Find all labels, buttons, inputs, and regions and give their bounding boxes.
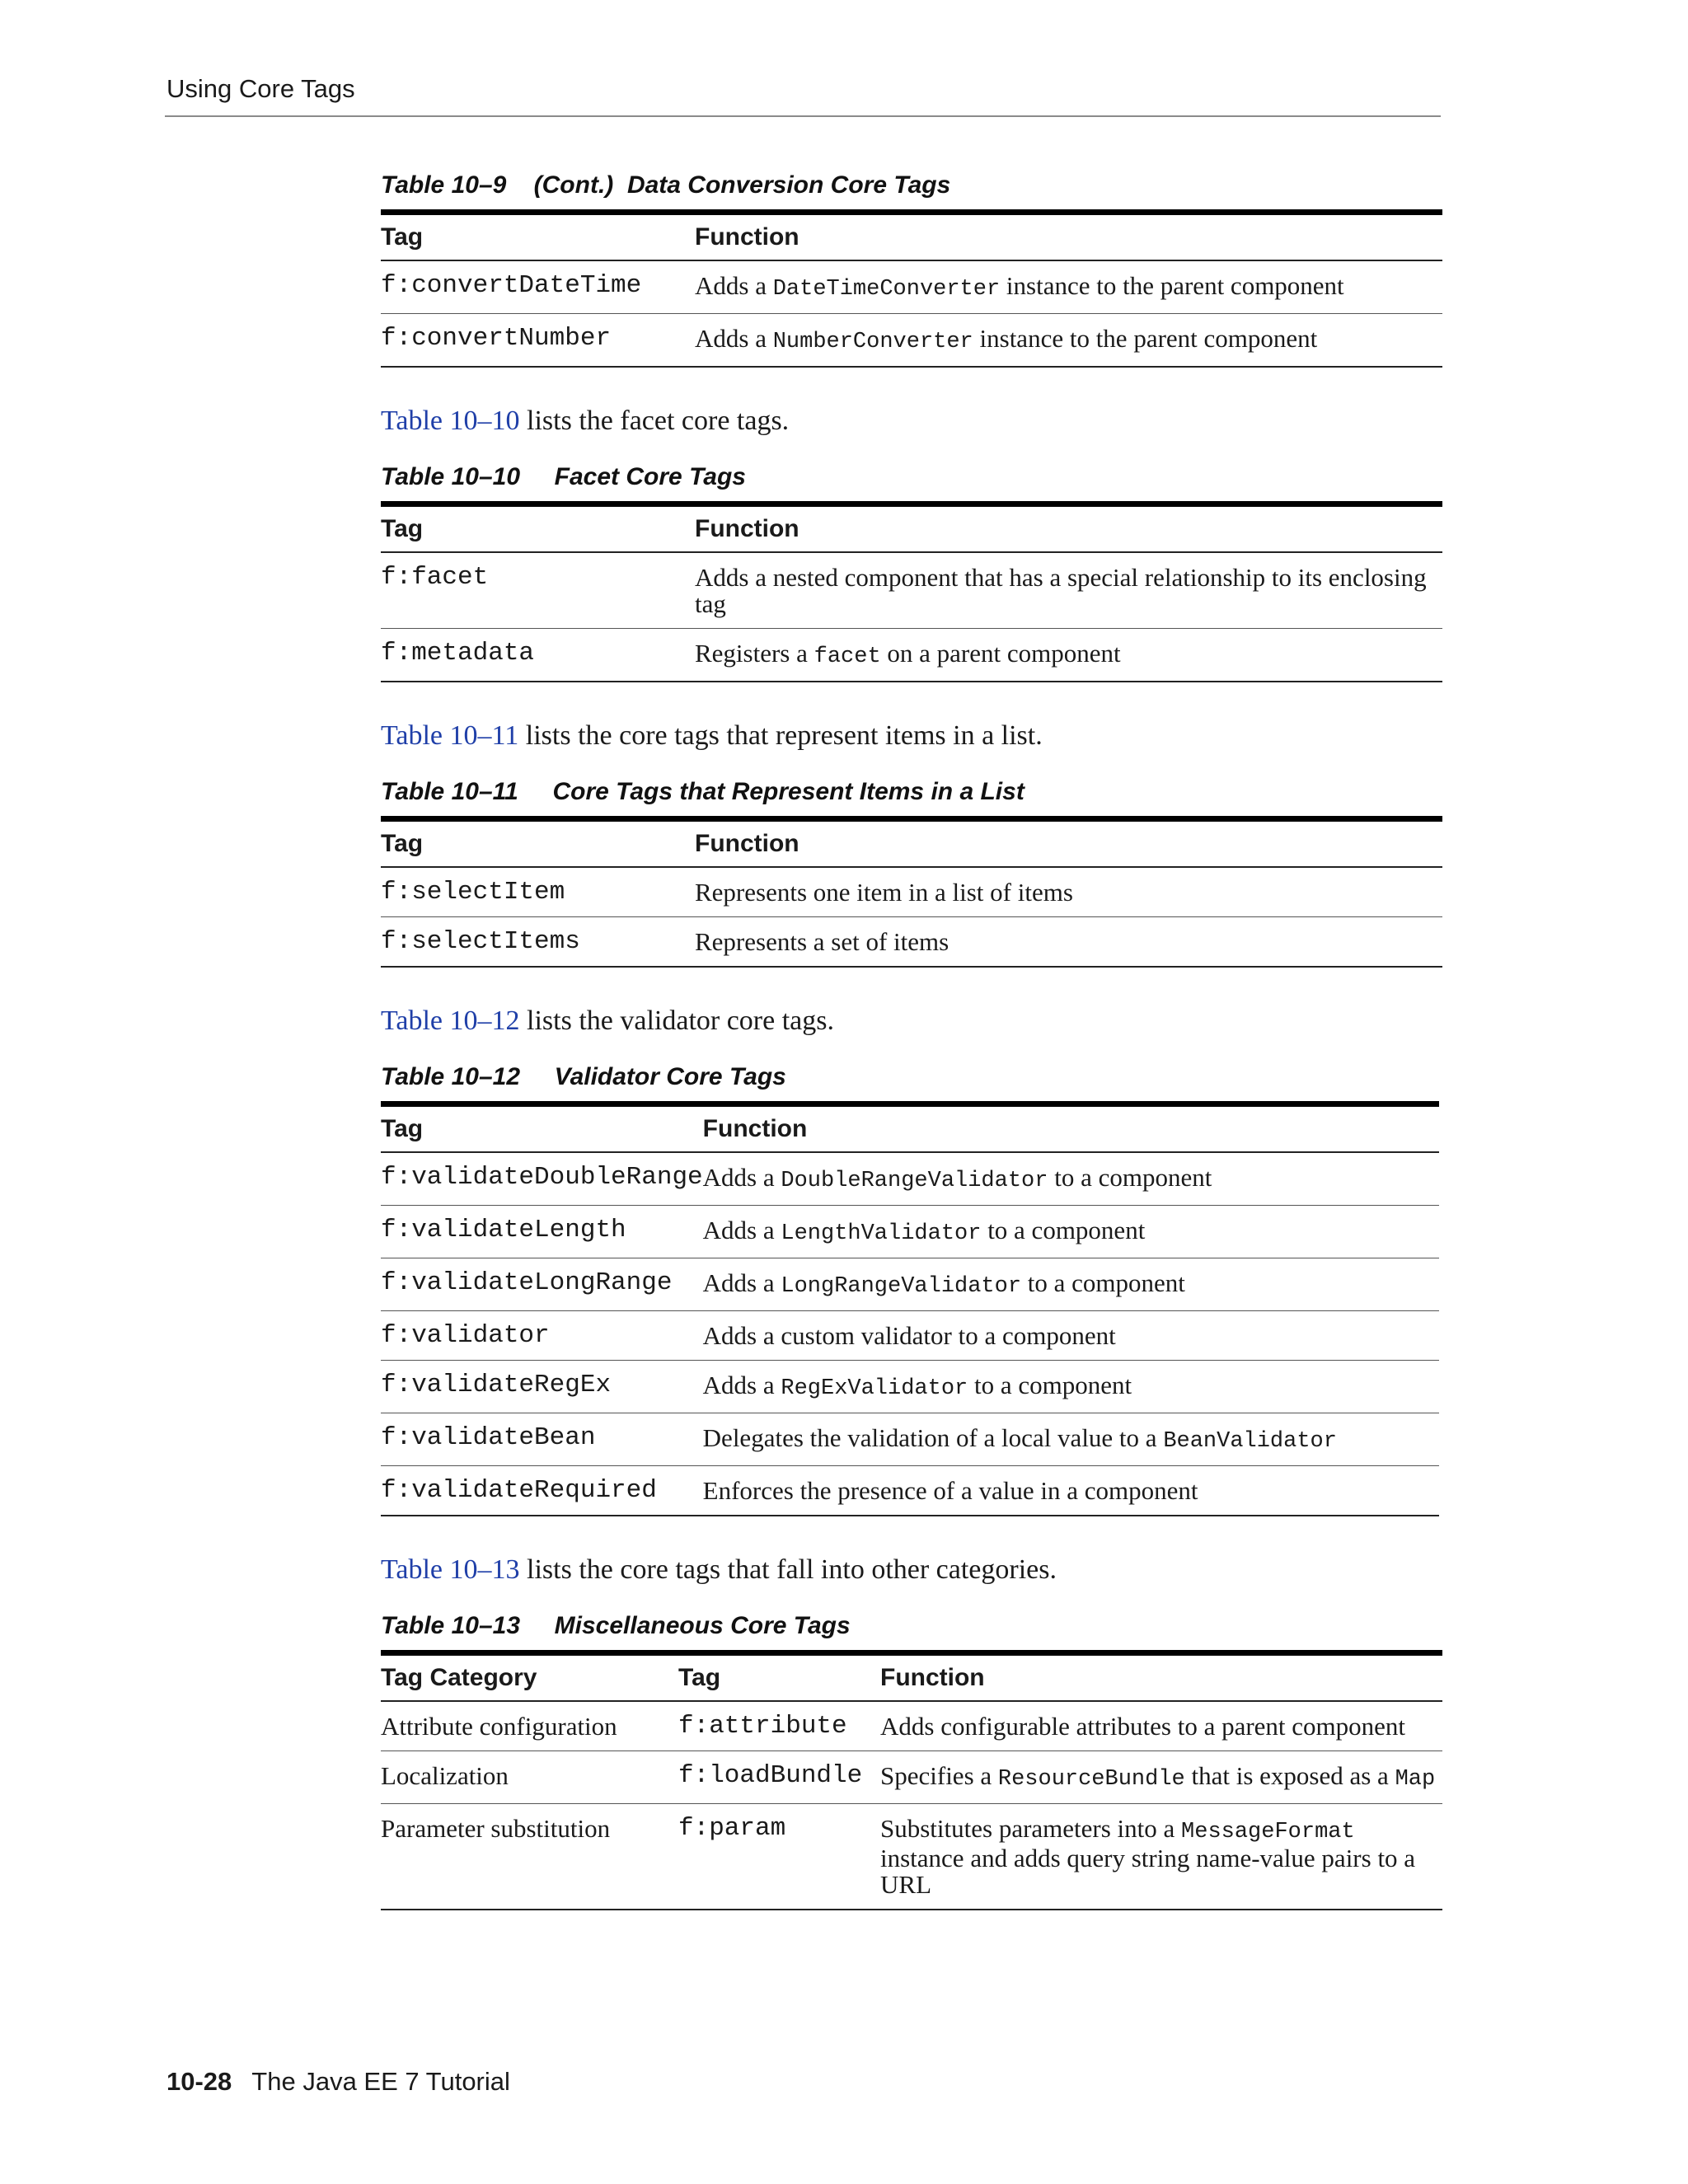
tag-cell: f:validateRequired <box>381 1466 703 1516</box>
function-cell: Adds a DateTimeConverter instance to the parent component <box>695 260 1442 314</box>
tag-cell: f:selectItems <box>381 917 695 968</box>
tag-cell: f:loadBundle <box>678 1751 880 1804</box>
column-header-function: Function <box>703 1104 1439 1153</box>
column-header-category: Tag Category <box>381 1653 678 1702</box>
function-cell: Adds a RegExValidator to a component <box>703 1361 1439 1413</box>
function-cell: Adds a LongRangeValidator to a component <box>703 1258 1439 1311</box>
tag-cell: f:metadata <box>381 629 695 682</box>
function-cell: Delegates the validation of a local value to a BeanValidator <box>703 1413 1439 1466</box>
table-row <box>381 1258 1439 1311</box>
function-cell: Enforces the presence of a value in a component <box>703 1466 1439 1516</box>
table-row <box>381 314 1442 368</box>
function-cell: Adds a custom validator to a component <box>703 1311 1439 1361</box>
intro-paragraph: Table 10–10 lists the facet core tags. <box>381 405 790 436</box>
data-conversion-table <box>381 209 1442 368</box>
table-row <box>381 552 1442 629</box>
tag-cell: f:convertNumber <box>381 314 695 368</box>
column-header-tag: Tag <box>381 819 695 868</box>
column-header-tag: Tag <box>678 1653 880 1702</box>
function-cell: Represents one item in a list of items <box>695 867 1442 917</box>
table-11-caption: Table 10–11 Core Tags that Represent Items in a List <box>381 778 1025 805</box>
function-cell: Adds a DoubleRangeValidator to a component <box>703 1152 1439 1206</box>
category-cell: Attribute configuration <box>381 1701 678 1751</box>
column-header-function: Function <box>695 819 1442 868</box>
select-items-table <box>381 816 1442 968</box>
table-row <box>381 917 1442 968</box>
page-content <box>381 171 1442 1910</box>
intro-paragraph: Table 10–11 lists the core tags that represent items in a list. <box>381 720 1043 751</box>
misc-table <box>381 1650 1442 1910</box>
function-cell: Registers a facet on a parent component <box>695 629 1442 682</box>
function-cell: Adds a LengthValidator to a component <box>703 1206 1439 1258</box>
tag-cell: f:validateRegEx <box>381 1361 703 1413</box>
table-12-caption: Table 10–12 Validator Core Tags <box>381 1063 786 1090</box>
function-cell: Adds a NumberConverter instance to the parent component <box>695 314 1442 368</box>
column-header-function: Function <box>695 213 1442 261</box>
table-row <box>381 260 1442 314</box>
facet-table <box>381 501 1442 682</box>
book-title: The Java EE 7 Tutorial <box>251 2067 510 2096</box>
table-row <box>381 1206 1439 1258</box>
table-11-link[interactable]: Table 10–11 <box>381 720 519 751</box>
table-row <box>381 867 1442 917</box>
tag-cell: f:selectItem <box>381 867 695 917</box>
tag-cell: f:validateBean <box>381 1413 703 1466</box>
function-cell: Substitutes parameters into a MessageFormat instance and adds query string name-value pairs to a URL <box>880 1804 1442 1910</box>
table-13-caption: Table 10–13 Miscellaneous Core Tags <box>381 1612 851 1639</box>
table-row <box>381 1413 1439 1466</box>
page-footer <box>166 2067 510 2097</box>
table-row <box>381 1311 1439 1361</box>
header-rule <box>165 115 1441 117</box>
table-row <box>381 629 1442 682</box>
tag-cell: f:validateLength <box>381 1206 703 1258</box>
tag-cell: f:convertDateTime <box>381 260 695 314</box>
function-cell: Specifies a ResourceBundle that is exposed as a Map <box>880 1751 1442 1804</box>
intro-paragraph: Table 10–12 lists the validator core tags. <box>381 1005 834 1036</box>
column-header-tag: Tag <box>381 504 695 553</box>
table-row <box>381 1361 1439 1413</box>
category-cell: Parameter substitution <box>381 1804 678 1910</box>
function-cell: Adds configurable attributes to a parent component <box>880 1701 1442 1751</box>
column-header-tag: Tag <box>381 1104 703 1153</box>
table-row <box>381 1804 1442 1910</box>
table-13-link[interactable]: Table 10–13 <box>381 1554 520 1585</box>
running-head: Using Core Tags <box>166 74 355 103</box>
column-header-tag: Tag <box>381 213 695 261</box>
validator-table <box>381 1101 1439 1516</box>
intro-paragraph: Table 10–13 lists the core tags that fall into other categories. <box>381 1554 1057 1585</box>
table-10-caption: Table 10–10 Facet Core Tags <box>381 463 746 490</box>
tag-cell: f:validateLongRange <box>381 1258 703 1311</box>
table-row <box>381 1466 1439 1516</box>
tag-cell: f:validator <box>381 1311 703 1361</box>
page-number: 10-28 <box>166 2067 232 2096</box>
tag-cell: f:validateDoubleRange <box>381 1152 703 1206</box>
table-12-link[interactable]: Table 10–12 <box>381 1005 520 1036</box>
table-row <box>381 1152 1439 1206</box>
table-row <box>381 1701 1442 1751</box>
tag-cell: f:facet <box>381 552 695 629</box>
table-row <box>381 1751 1442 1804</box>
column-header-function: Function <box>880 1653 1442 1702</box>
tag-cell: f:param <box>678 1804 880 1910</box>
function-cell: Adds a nested component that has a special relationship to its enclosing tag <box>695 552 1442 629</box>
tag-cell: f:attribute <box>678 1701 880 1751</box>
function-cell: Represents a set of items <box>695 917 1442 968</box>
column-header-function: Function <box>695 504 1442 553</box>
table-9-caption: Table 10–9 (Cont.) Data Conversion Core Tags <box>381 171 951 199</box>
category-cell: Localization <box>381 1751 678 1804</box>
table-10-link[interactable]: Table 10–10 <box>381 405 520 436</box>
